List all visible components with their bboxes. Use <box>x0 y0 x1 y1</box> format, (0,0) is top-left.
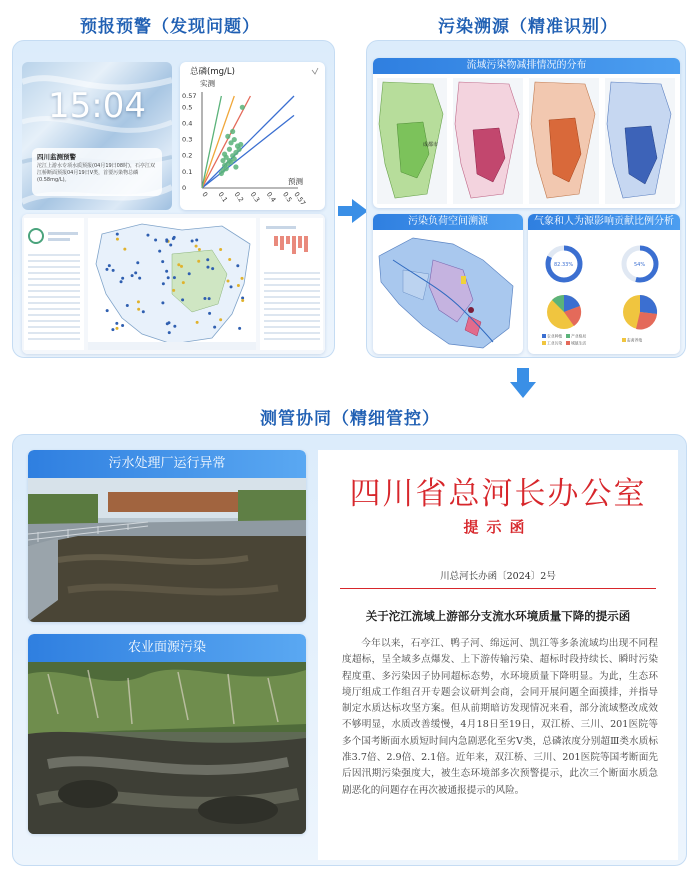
warning-notification[interactable] <box>32 148 162 196</box>
marker-red <box>468 307 474 313</box>
station-dot[interactable] <box>208 297 211 300</box>
fit-lines <box>202 96 294 188</box>
scatter-point <box>227 147 232 152</box>
station-dot[interactable] <box>197 260 200 263</box>
farm-photo-label: 农业面源污染 <box>28 634 306 662</box>
station-dot[interactable] <box>219 318 222 321</box>
scatter-card <box>180 62 325 210</box>
station-dot[interactable] <box>227 279 230 282</box>
y-tick-label: 0.1 <box>182 167 193 176</box>
station-dot[interactable] <box>191 239 194 242</box>
pie-legend-1: 农业种植 <box>547 333 563 339</box>
monitor-dashboard[interactable] <box>22 214 325 354</box>
plant-photo-card <box>28 450 306 622</box>
station-dot[interactable] <box>131 274 134 277</box>
scatter-point <box>237 147 242 152</box>
station-dot[interactable] <box>165 238 168 241</box>
y-tick-label: 0.3 <box>182 135 193 144</box>
station-dot[interactable] <box>112 269 115 272</box>
letter-divider <box>340 588 656 589</box>
x-tick-label: 0.4 <box>264 190 278 204</box>
donut-2-value: 54% <box>634 262 646 268</box>
station-dot[interactable] <box>136 261 139 264</box>
letter-title: 关于沱江流域上游部分支流水环境质量下降的提示函 <box>365 609 631 623</box>
scatter-point <box>222 152 227 157</box>
scatter-point <box>232 156 237 161</box>
station-dot[interactable] <box>228 258 231 261</box>
scatter-ticks <box>182 92 307 207</box>
y-tick-label: 0 <box>182 184 187 192</box>
load-trace-card-title: 污染负荷空间溯源 <box>373 214 523 230</box>
scatter-y-label: 实测 <box>200 79 215 88</box>
fit-line <box>202 96 294 188</box>
load-trace-map <box>373 230 523 354</box>
marker-yellow <box>461 276 466 284</box>
map-green <box>377 78 447 204</box>
station-dot[interactable] <box>182 281 185 284</box>
station-dot[interactable] <box>173 276 176 279</box>
scatter-chart <box>180 62 325 210</box>
contribution-charts <box>528 230 680 354</box>
station-dot[interactable] <box>161 301 164 304</box>
station-dot[interactable] <box>121 277 124 280</box>
station-dot[interactable] <box>195 245 198 248</box>
x-tick-label: 0.3 <box>248 190 262 204</box>
y-tick-label: 0.57 <box>182 92 197 100</box>
contribution-card <box>528 214 680 354</box>
pie-legend-4: 城镇生活 <box>571 340 587 346</box>
station-dot[interactable] <box>121 324 124 327</box>
station-dot[interactable] <box>236 264 239 267</box>
station-dot[interactable] <box>134 271 137 274</box>
scatter-point <box>240 105 245 110</box>
station-dot[interactable] <box>188 272 191 275</box>
station-dot[interactable] <box>137 308 140 311</box>
map-blue <box>605 78 675 204</box>
pie-legend-2: 产业格局 <box>571 333 587 339</box>
station-dot[interactable] <box>180 265 183 268</box>
station-dot[interactable] <box>172 289 175 292</box>
station-dot[interactable] <box>116 233 119 236</box>
station-dot[interactable] <box>241 277 244 280</box>
y-tick-label: 0.2 <box>182 151 193 160</box>
station-dot[interactable] <box>241 299 244 302</box>
station-dot[interactable] <box>219 248 222 251</box>
scatter-point <box>225 134 230 139</box>
notification-body: 沱江上游水专项水质预报(04月19日08时)，石亭江双江桥断面预报04月19日V类，首要污染物总磷(0.58mg/L)。 <box>37 163 155 183</box>
pie-2 <box>623 295 657 329</box>
scatter-point <box>230 129 235 134</box>
farm-photo-card <box>28 634 306 834</box>
scatter-point <box>238 142 243 147</box>
station-dot[interactable] <box>211 267 214 270</box>
x-tick-label: 0.57 <box>292 190 308 208</box>
letter-type: 提示函 <box>463 518 533 536</box>
station-dot[interactable] <box>105 268 108 271</box>
notice-letter <box>318 450 678 860</box>
station-dot[interactable] <box>111 328 114 331</box>
x-tick-label: 0.1 <box>216 190 229 204</box>
station-dot[interactable] <box>230 285 233 288</box>
scatter-point <box>233 164 238 169</box>
notification-title: 四川监测预警 <box>37 153 76 161</box>
arrow-down-icon <box>510 382 536 398</box>
scatter-points <box>219 105 245 176</box>
station-dot[interactable] <box>138 277 141 280</box>
station-dot[interactable] <box>126 304 129 307</box>
y-tick-label: 0.4 <box>182 119 193 128</box>
y-tick-label: 0.5 <box>182 103 193 112</box>
dashboard-mock <box>22 214 325 354</box>
scatter-y-title: 总磷(mg/L) <box>190 67 235 77</box>
letter-body: 今年以来，石亭江、鸭子河、绵远河、凯江等多条流域均出现不同程度超标，呈全域多点爆发、上下游传输污染、超标时段持续长、瞬时污染程度重、多污染因子协同超标态势，水环境质量下降明显。为此，生态环境厅组成工作组召开专题会议研判会商，会同开展问题全面摸排，并指导制定水质达标攻坚方案。但从前期暗访发现情况来看，部分流域整改成效不够明显，水质改善缓慢，4月18日至19日，双江桥、三川、201医院等多个国考断面水质短时间内急剧恶化至劣V类，总磷浓度分别超Ⅲ类水质标准3.7倍、2.9倍、2.1倍。近年来，双江桥、三川、201医院等国考断面先后因汛期污染强度大，被生态环境部多次预警提示，此次三个断面水质急剧恶化的问题存在再次被通报提示的风险。 <box>342 638 658 796</box>
scatter-x-label: 预测 <box>288 177 303 186</box>
station-dot[interactable] <box>208 312 211 315</box>
station-dot[interactable] <box>165 270 168 273</box>
station-dot[interactable] <box>106 309 109 312</box>
letter-org: 四川省总河长办公室 <box>349 476 647 512</box>
station-dot[interactable] <box>198 248 201 251</box>
station-dot[interactable] <box>142 310 145 313</box>
distribution-card <box>373 58 680 208</box>
station-dot[interactable] <box>168 331 171 334</box>
load-trace-card <box>373 214 523 354</box>
station-dot[interactable] <box>203 297 206 300</box>
station-dot[interactable] <box>206 266 209 269</box>
fit-line <box>202 96 250 188</box>
map-orange <box>529 78 599 204</box>
station-dot[interactable] <box>158 250 161 253</box>
donut-1-value: 82.33% <box>554 262 574 268</box>
map-label-city-1: 成都市 <box>423 142 439 148</box>
scatter-point <box>232 137 237 142</box>
lock-time: 15:04 <box>48 86 146 126</box>
station-dot[interactable] <box>181 298 184 301</box>
pie-legend-5: 畜禽养殖 <box>627 337 643 343</box>
farm-pollution-photo <box>28 634 306 834</box>
station-dot[interactable] <box>172 237 175 240</box>
station-dot[interactable] <box>123 248 126 251</box>
scatter-point <box>220 158 225 163</box>
station-dot[interactable] <box>196 321 199 324</box>
station-dot[interactable] <box>195 238 198 241</box>
station-dot[interactable] <box>166 322 169 325</box>
sewage-plant-photo <box>28 450 306 622</box>
station-dot[interactable] <box>115 322 118 325</box>
coop-section-title: 测管协同（精细管控） <box>260 409 440 429</box>
distribution-card-title: 流域污染物减排情况的分布 <box>373 58 680 74</box>
station-dot[interactable] <box>115 327 118 330</box>
pie-1 <box>547 295 581 329</box>
x-tick-label: 0.2 <box>232 190 246 204</box>
fit-line <box>202 115 294 188</box>
station-dot[interactable] <box>177 263 180 266</box>
station-dot[interactable] <box>146 234 149 237</box>
plant-photo-label: 污水处理厂运行异常 <box>28 450 306 478</box>
station-dot[interactable] <box>167 276 170 279</box>
station-dot[interactable] <box>137 300 140 303</box>
letter-number: 川总河长办函〔2024〕2号 <box>440 571 556 582</box>
pie-legend-3: 工业污染 <box>547 340 563 346</box>
station-dot[interactable] <box>237 284 240 287</box>
station-dot[interactable] <box>169 244 172 247</box>
x-tick-label: 0.5 <box>281 190 294 204</box>
station-dot[interactable] <box>206 258 209 261</box>
station-dot[interactable] <box>161 260 164 263</box>
station-dot[interactable] <box>213 326 216 329</box>
forecast-section-title: 预报预警（发现问题） <box>80 17 260 37</box>
map-pink <box>453 78 523 204</box>
station-dot[interactable] <box>120 280 123 283</box>
station-dot[interactable] <box>154 239 157 242</box>
distribution-maps <box>373 74 680 208</box>
station-dot[interactable] <box>108 264 111 267</box>
station-dot[interactable] <box>173 325 176 328</box>
station-dot[interactable] <box>238 327 241 330</box>
contribution-card-title: 气象和人为源影响贡献比例分析 <box>528 214 680 230</box>
scatter-point <box>224 166 229 171</box>
x-tick-label: 0 <box>200 190 210 199</box>
station-dot[interactable] <box>162 282 165 285</box>
trace-section-title: 污染溯源（精准识别） <box>438 17 618 37</box>
phone-lockscreen <box>22 62 172 210</box>
check-icon <box>312 68 318 74</box>
station-dot[interactable] <box>116 238 119 241</box>
